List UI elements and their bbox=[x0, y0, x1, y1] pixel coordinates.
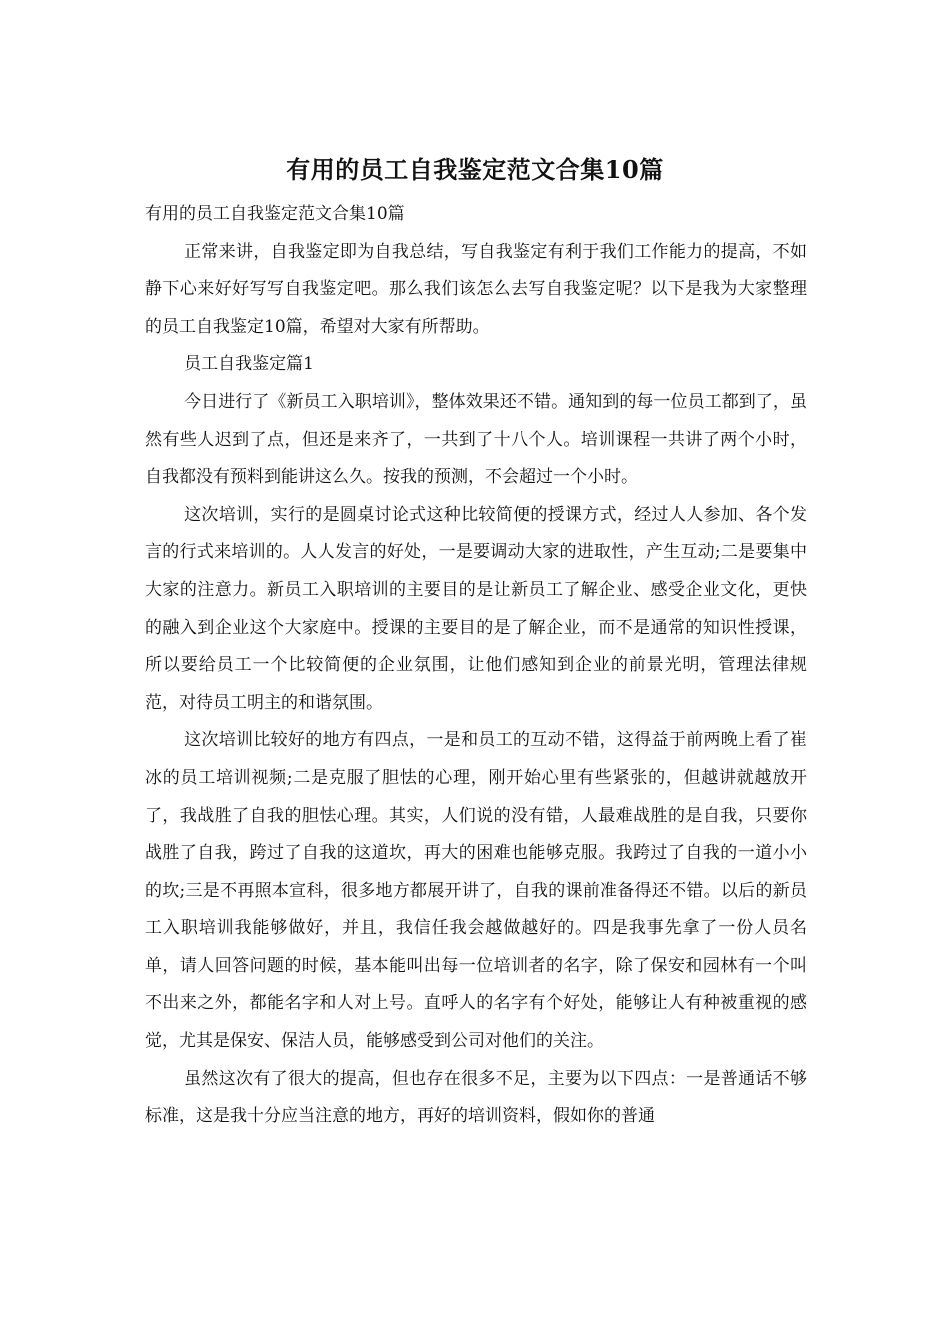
body-paragraph: 这次培训比较好的地方有四点，一是和员工的互动不错，这得益于前两晚上看了崔冰的员工培训视频;二是克服了胆怯的心理，刚开始心里有些紧张的，但越讲就越放开了，我战胜了自我的胆怯心理。其实，人们说的没有错，人最难战胜的是自我，只要你战胜了自我，跨过了自我的这道坎，再大的困难也能够克服。我跨过了自我的一道小小的坎;三是不再照本宣科，很多地方都展开讲了，自我的课前准备得还不错。以后的新员工入职培训我能够做好，并且，我信任我会越做越好的。四是我事先拿了一份人员名单，请人回答问题的时候，基本能叫出每一位培训者的名字，除了保安和园林有一个叫不出来之外，都能名字和人对上号。直呼人的名字有个好处，能够让人有种被重视的感觉，尤其是保安、保洁人员，能够感受到公司对他们的关注。 bbox=[145, 730, 807, 1052]
body-paragraph: 虽然这次有了很大的提高，但也存在很多不足，主要为以下四点：一是普通话不够标准，这是我十分应当注意的地方，再好的培训资料，假如你的普通 bbox=[145, 1068, 807, 1127]
document-body bbox=[145, 196, 807, 1136]
document-subtitle: 有用的员工自我鉴定范文合集10篇 bbox=[145, 204, 405, 224]
body-paragraph: 这次培训，实行的是圆桌讨论式这种比较简便的授课方式，经过人人参加、各个发言的行式来培训的。人人发言的好处，一是要调动大家的进取性，产生互动;二是要集中大家的注意力。新员工入职培训的主要目的是让新员工了解企业、感受企业文化，更快的融入到企业这个大家庭中。授课的主要目的是了解企业，而不是通常的知识性授课，所以要给员工一个比较简便的企业氛围，让他们感知到企业的前景光明，管理法律规范，对待员工明主的和谐氛围。 bbox=[145, 504, 807, 713]
section-heading: 员工自我鉴定篇1 bbox=[184, 354, 314, 375]
intro-paragraph: 正常来讲，自我鉴定即为自我总结，写自我鉴定有利于我们工作能力的提高，不如静下心来好好写写自我鉴定吧。那么我们该怎么去写自我鉴定呢？以下是我为大家整理的员工自我鉴定10篇，希望对大家有所帮助。 bbox=[145, 241, 807, 337]
document-title: 有用的员工自我鉴定范文合集10篇 bbox=[286, 155, 664, 184]
body-paragraph: 今日进行了《新员工入职培训》，整体效果还不错。通知到的每一位员工都到了，虽然有些人迟到了点，但还是来齐了，一共到了十八个人。培训课程一共讲了两个小时，自我都没有预料到能讲这么久。按我的预测，不会超过一个小时。 bbox=[145, 391, 807, 488]
